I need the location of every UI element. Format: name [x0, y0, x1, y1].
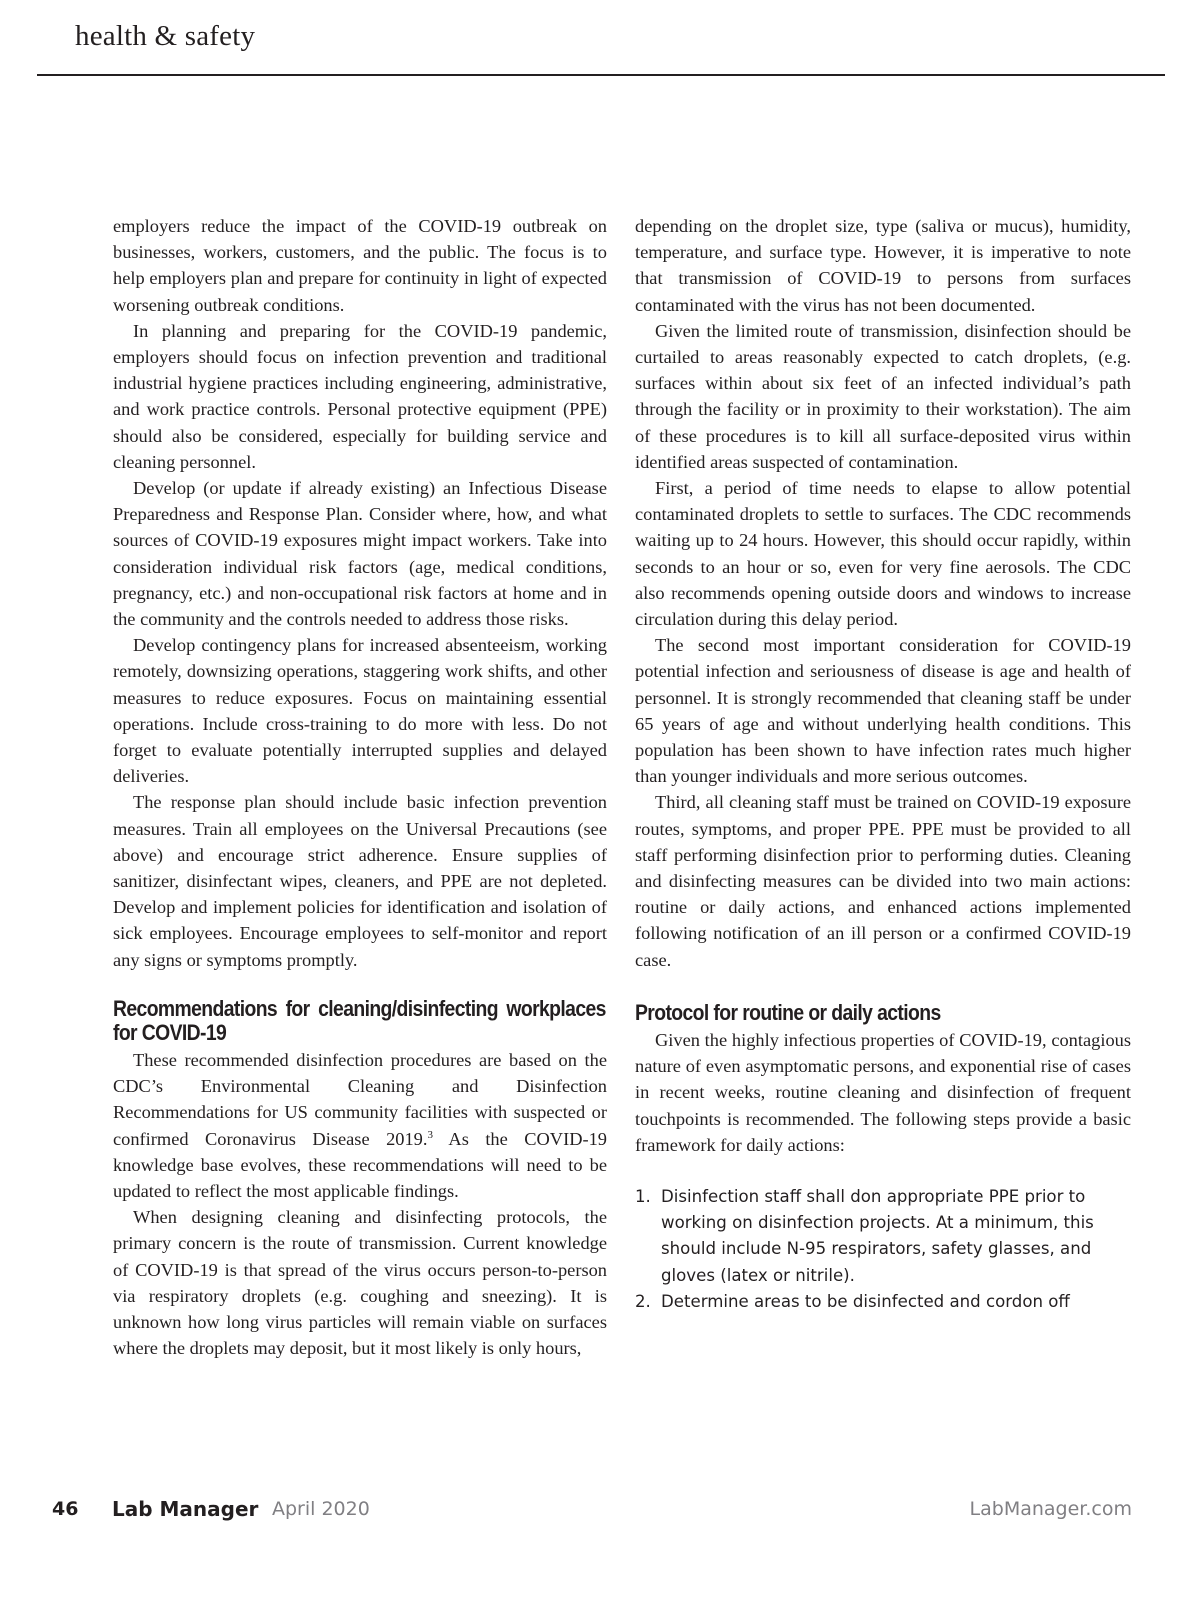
list-item-number: 2. — [635, 1291, 651, 1311]
right-column — [635, 213, 1131, 1315]
issue-date: April 2020 — [272, 1498, 370, 1520]
right-paragraph-4: The second most important consideration for COVID-19 potential infection and seriousness of disease is age and health of personnel. It is strongly recommended that cleaning staff be under 65 years of age and without underlying health conditions. This population has been shown to have infection rates much higher than younger individuals and more serious outcomes. — [635, 635, 1131, 787]
section-heading-daily-protocol: Protocol for routine or daily actions — [635, 999, 941, 1025]
right-paragraph-3: First, a period of time needs to elapse to allow potential contaminated droplets to settle to surfaces. The CDC recommends waiting up to 24 hours. However, this should occur rapidly, within seconds to an hour or so, even for very fine aerosols. The CDC also recommends opening outside doors and windows to increase circulation during this delay period. — [635, 478, 1131, 630]
website-url: LabManager.com — [969, 1498, 1132, 1520]
left-paragraph-6 — [113, 1047, 607, 1204]
left-paragraph-3: Develop (or update if already existing) an Infectious Disease Preparedness and Response Plan. Consider where, how, and what sources of COVID-19 exposures might impact workers. Take into consideration individual risk factors (age, medical conditions, pregnancy, etc.) and non-occupational risk factors at home and in the community and the controls needed to address those risks. — [113, 478, 607, 630]
right-paragraph-2: Given the limited route of transmission, disinfection should be curtailed to areas reasonably expected to catch droplets, (e.g. surfaces within about six feet of an infected individual’s path through the facility or in proximity to their workstation). The aim of these procedures is to kill all surface-deposited virus within identified areas suspected of contamination. — [635, 320, 1131, 472]
left-paragraph-4: Develop contingency plans for increased absenteeism, working remotely, downsizing operations, staggering work shifts, and other measures to reduce exposures. Focus on maintaining essential operations. Include cross-training to do more with less. Do not forget to evaluate potentially interrupted supplies and delayed deliveries. — [113, 635, 607, 787]
left-column — [113, 213, 607, 1361]
right-paragraph-6: Given the highly infectious properties of COVID-19, contagious nature of even asymptomatic persons, and exponential rise of cases in recent weeks, routine cleaning and disinfection of frequent touchpoints is recommended. The following steps provide a basic framework for daily actions: — [635, 1029, 1131, 1155]
left-paragraph-1: employers reduce the impact of the COVID-19 outbreak on businesses, workers, customers, and the public. The focus is to help employers plan and prepare for continuity in light of expected worsening outbreak conditions. — [113, 216, 607, 315]
left-paragraph-7: When designing cleaning and disinfecting protocols, the primary concern is the route of transmission. Current knowledge of COVID-19 is that spread of the virus occurs person-to-person via respiratory droplets (e.g. coughing and sneezing). It is unknown how long virus particles will remain viable on surfaces where the droplets may deposit, but it most likely is only hours, — [113, 1207, 607, 1359]
right-paragraph-5: Third, all cleaning staff must be trained on COVID-19 exposure routes, symptoms, and proper PPE. PPE must be provided to all staff performing disinfection prior to performing duties. Cleaning and disinfecting measures can be divided into two main actions: routine or daily actions, and enhanced actions implemented following notification of an ill person or a confirmed COVID-19 case. — [635, 792, 1131, 970]
list-item-text: Disinfection staff shall don appropriate PPE prior to working on disinfection projects. At a minimum, this should include N-95 respirators, safety glasses, and gloves (latex or nitrile). — [661, 1186, 1094, 1285]
right-paragraph-1: depending on the droplet size, type (saliva or mucus), humidity, temperature, and surface type. However, it is imperative to note that transmission of COVID-19 to persons from surfaces contaminated with the virus has not been documented. — [635, 216, 1131, 315]
section-heading-cleaning-recommendations: Recommendations for cleaning/disinfecting workplaces for COVID-19 — [113, 995, 606, 1045]
left-paragraph-2: In planning and preparing for the COVID-19 pandemic, employers should focus on infection prevention and traditional industrial hygiene practices including engineering, administrative, and work practice controls. Personal protective equipment (PPE) should also be considered, especially for building service and cleaning personnel. — [113, 320, 607, 472]
footnote-reference: 3 — [427, 1128, 433, 1141]
list-item — [635, 1289, 1131, 1315]
section-label: health & safety — [75, 20, 256, 52]
list-item-text: Determine areas to be disinfected and cordon off — [661, 1291, 1070, 1311]
daily-actions-list — [635, 1184, 1131, 1315]
list-item-number: 1. — [635, 1186, 651, 1206]
left-paragraph-5: The response plan should include basic infection prevention measures. Train all employees on the Universal Precautions (see above) and encourage strict adherence. Ensure supplies of sanitizer, disinfectant wipes, cleaners, and PPE are not depleted. Develop and implement policies for identification and isolation of sick employees. Encourage employees to self-monitor and report any signs or symptoms promptly. — [113, 792, 607, 970]
list-item — [635, 1184, 1131, 1289]
left-paragraph-6-text: These recommended disinfection procedures are based on the CDC’s Environmental Cleaning and Disinfection Recommendations for US community facilities with suspected or confirmed Coronavirus Disease 2019. — [113, 1049, 607, 1149]
left-paragraph-6-tail: As the COVID-19 knowledge base evolves, these recommendations will need to be updated to reflect the most applicable findings. — [113, 1128, 608, 1201]
publication-name: Lab Manager — [112, 1497, 259, 1521]
header-divider — [37, 74, 1165, 76]
page-number: 46 — [52, 1498, 79, 1520]
